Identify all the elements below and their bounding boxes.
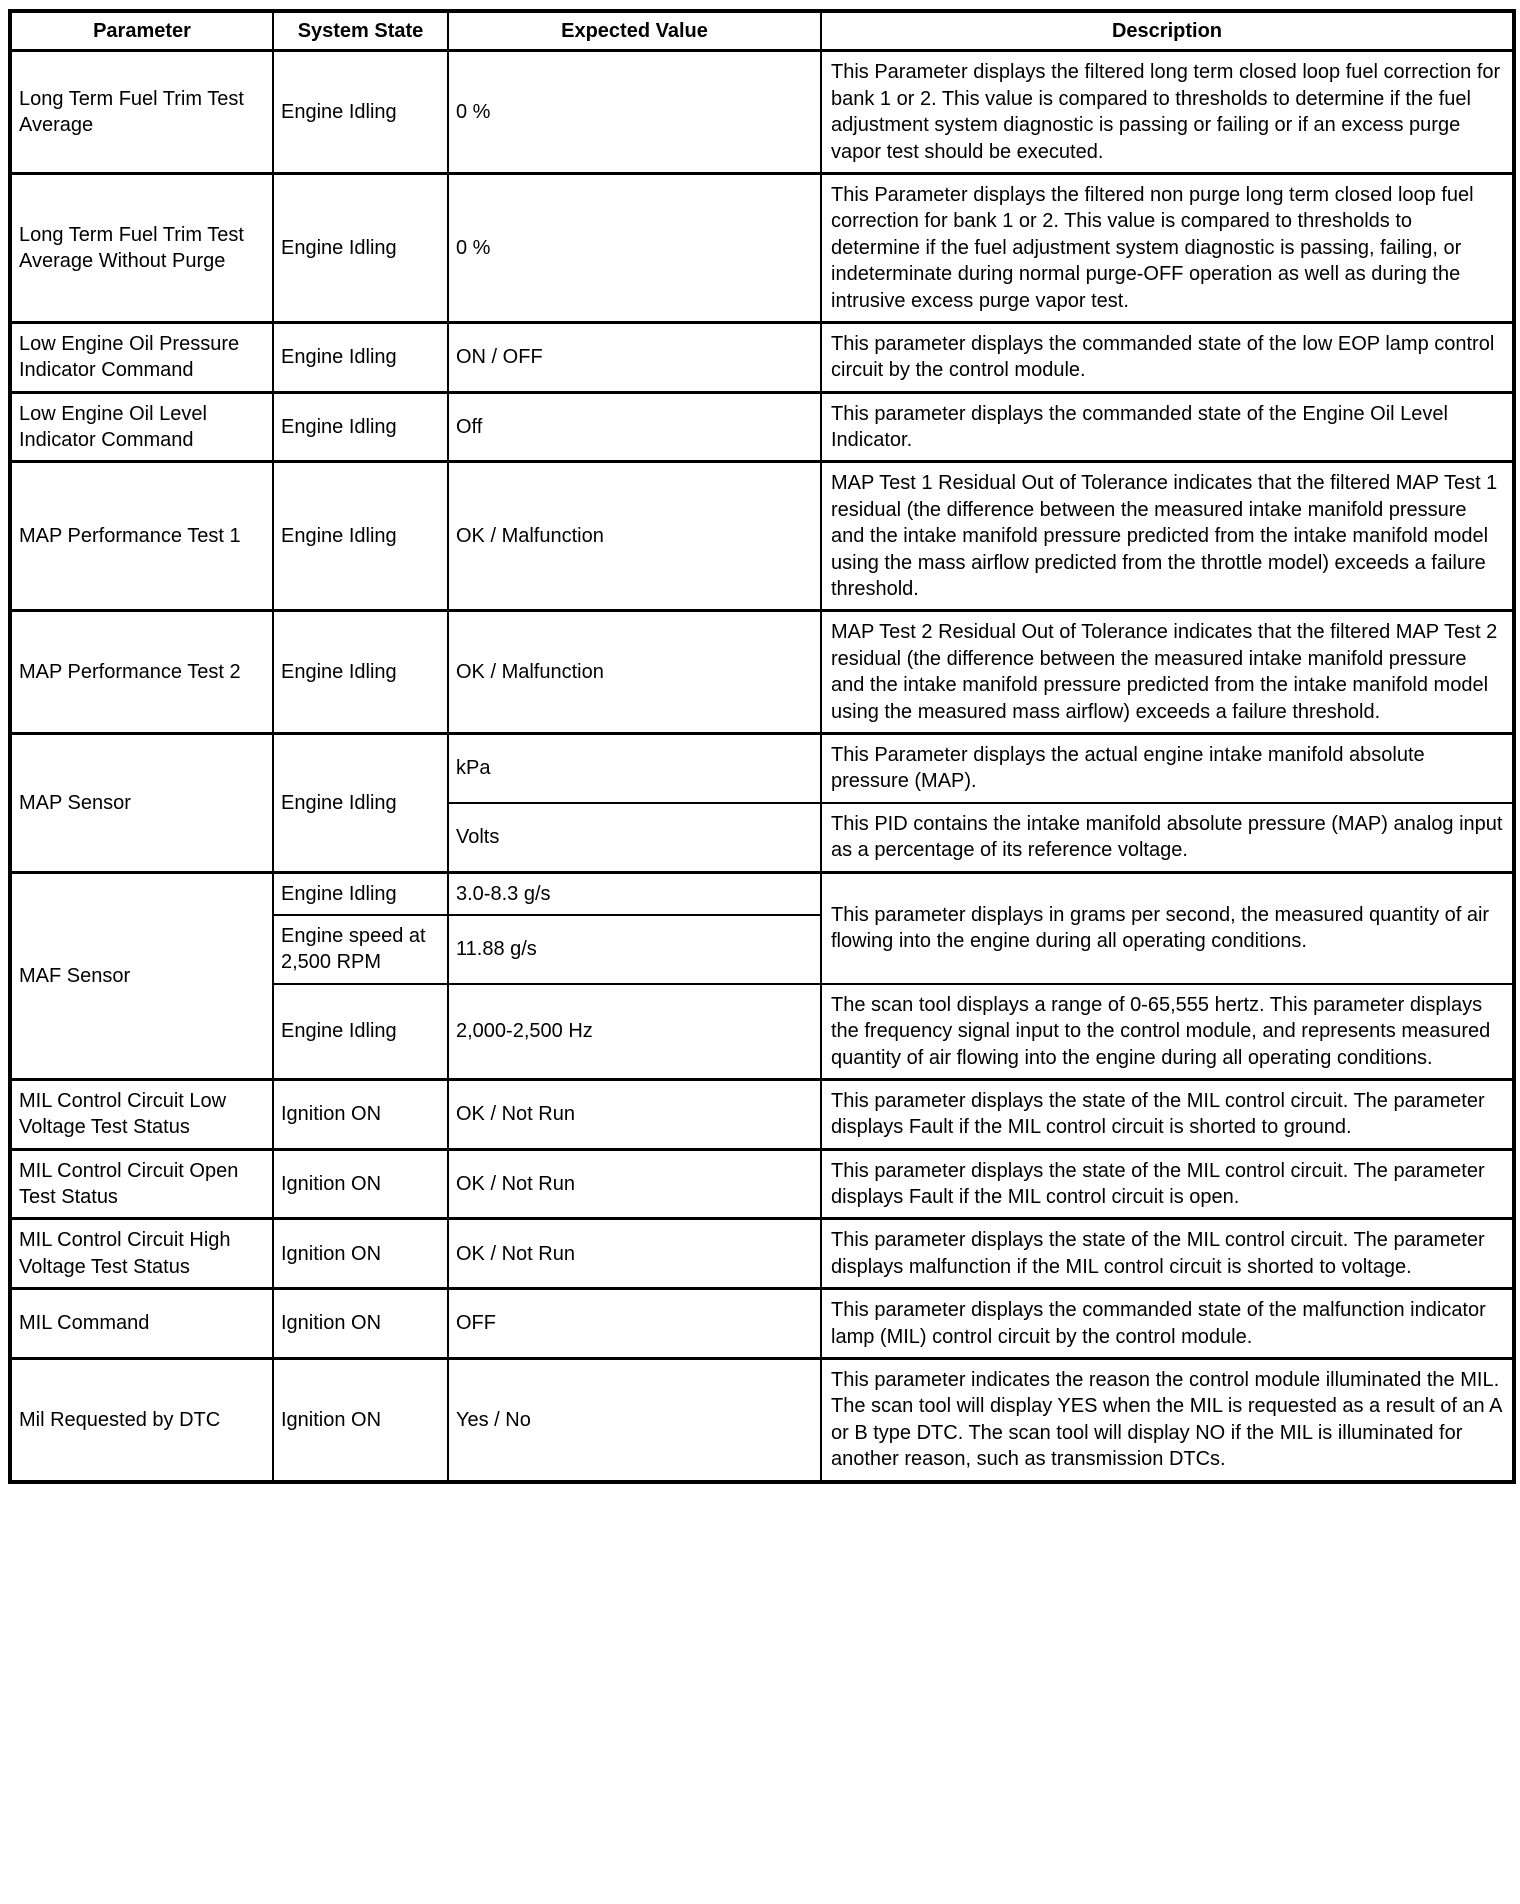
expected-value-cell: 0 % bbox=[448, 173, 821, 322]
expected-value-cell: 0 % bbox=[448, 51, 821, 174]
parameter-cell: MIL Control Circuit High Voltage Test Status bbox=[10, 1219, 273, 1289]
row-low-engine-oil-level-indicator bbox=[10, 392, 1514, 462]
system-state-cell: Ignition ON bbox=[273, 1289, 448, 1359]
parameter-cell: MAP Performance Test 1 bbox=[10, 462, 273, 611]
expected-value-cell: OK / Not Run bbox=[448, 1219, 821, 1289]
description-cell: This parameter displays the state of the MIL control circuit. The parameter displays Fault if the MIL control circuit is open. bbox=[821, 1149, 1514, 1219]
expected-value-cell: OK / Not Run bbox=[448, 1079, 821, 1149]
description-cell: This Parameter displays the actual engine intake manifold absolute pressure (MAP). bbox=[821, 733, 1514, 802]
header-system-state: System State bbox=[273, 11, 448, 51]
description-cell: This parameter displays in grams per second, the measured quantity of air flowing into the engine during all operating conditions. bbox=[821, 872, 1514, 984]
parameter-cell: MAP Sensor bbox=[10, 733, 273, 872]
system-state-cell: Engine Idling bbox=[273, 733, 448, 872]
row-mil-high-voltage bbox=[10, 1219, 1514, 1289]
header-description: Description bbox=[821, 11, 1514, 51]
header-parameter: Parameter bbox=[10, 11, 273, 51]
description-cell: The scan tool displays a range of 0-65,555 hertz. This parameter displays the frequency signal input to the control module, and represents measured quantity of air flowing into the engine during all operating conditions. bbox=[821, 984, 1514, 1080]
expected-value-cell: 2,000-2,500 Hz bbox=[448, 984, 821, 1080]
parameter-cell: Low Engine Oil Level Indicator Command bbox=[10, 392, 273, 462]
description-cell: This Parameter displays the filtered long term closed loop fuel correction for bank 1 or 2. This value is compared to thresholds to determine if the fuel adjustment system diagnostic is passing or failing or if an excess purge vapor test should be executed. bbox=[821, 51, 1514, 174]
system-state-cell: Engine Idling bbox=[273, 322, 448, 392]
expected-value-cell: 3.0-8.3 g/s bbox=[448, 872, 821, 915]
parameter-cell: Long Term Fuel Trim Test Average Without Purge bbox=[10, 173, 273, 322]
header-row bbox=[10, 11, 1514, 51]
description-cell: MAP Test 1 Residual Out of Tolerance indicates that the filtered MAP Test 1 residual (the difference between the measured intake manifold pressure and the intake manifold pressure predicted from the intake manifold model using the mass airflow predicted from the throttle model) exceeds a failure threshold. bbox=[821, 462, 1514, 611]
expected-value-cell: OK / Malfunction bbox=[448, 462, 821, 611]
description-cell: This parameter displays the state of the MIL control circuit. The parameter displays malfunction if the MIL control circuit is shorted to voltage. bbox=[821, 1219, 1514, 1289]
expected-value-cell: 11.88 g/s bbox=[448, 915, 821, 984]
row-low-engine-oil-pressure-indicator bbox=[10, 322, 1514, 392]
expected-value-cell: Off bbox=[448, 392, 821, 462]
row-map-sensor-kpa bbox=[10, 733, 1514, 802]
row-mil-command bbox=[10, 1289, 1514, 1359]
system-state-cell: Ignition ON bbox=[273, 1359, 448, 1482]
row-long-term-fuel-trim-average-without-purge bbox=[10, 173, 1514, 322]
row-long-term-fuel-trim-average bbox=[10, 51, 1514, 174]
expected-value-cell: OK / Not Run bbox=[448, 1149, 821, 1219]
expected-value-cell: Volts bbox=[448, 803, 821, 872]
row-mil-requested-by-dtc bbox=[10, 1359, 1514, 1482]
parameter-cell: MAP Performance Test 2 bbox=[10, 611, 273, 734]
parameter-cell: Low Engine Oil Pressure Indicator Command bbox=[10, 322, 273, 392]
description-cell: MAP Test 2 Residual Out of Tolerance indicates that the filtered MAP Test 2 residual (the difference between the measured intake manifold pressure and the intake manifold pressure predicted from the intake manifold model using the measured mass airflow) exceeds a failure threshold. bbox=[821, 611, 1514, 734]
system-state-cell: Engine Idling bbox=[273, 984, 448, 1080]
system-state-cell: Engine Idling bbox=[273, 51, 448, 174]
expected-value-cell: kPa bbox=[448, 733, 821, 802]
scan-tool-parameters-table bbox=[8, 9, 1516, 1484]
description-cell: This parameter indicates the reason the control module illuminated the MIL. The scan tool will display YES when the MIL is requested as a result of an A or B type DTC. The scan tool will display NO if the MIL is illuminated for another reason, such as transmission DTCs. bbox=[821, 1359, 1514, 1482]
description-cell: This parameter displays the state of the MIL control circuit. The parameter displays Fault if the MIL control circuit is shorted to ground. bbox=[821, 1079, 1514, 1149]
description-cell: This parameter displays the commanded state of the Engine Oil Level Indicator. bbox=[821, 392, 1514, 462]
expected-value-cell: Yes / No bbox=[448, 1359, 821, 1482]
parameter-cell: MIL Control Circuit Open Test Status bbox=[10, 1149, 273, 1219]
parameter-cell: MIL Command bbox=[10, 1289, 273, 1359]
row-map-performance-test-2 bbox=[10, 611, 1514, 734]
description-cell: This Parameter displays the filtered non purge long term closed loop fuel correction for bank 1 or 2. This value is compared to thresholds to determine if the fuel adjustment system diagnostic is passing, failing, or indeterminate during normal purge-OFF operation as well as during the intrusive excess purge vapor test. bbox=[821, 173, 1514, 322]
system-state-cell: Engine Idling bbox=[273, 392, 448, 462]
parameter-cell: Mil Requested by DTC bbox=[10, 1359, 273, 1482]
parameter-cell: MAF Sensor bbox=[10, 872, 273, 1079]
expected-value-cell: OFF bbox=[448, 1289, 821, 1359]
system-state-cell: Ignition ON bbox=[273, 1079, 448, 1149]
system-state-cell: Ignition ON bbox=[273, 1149, 448, 1219]
description-cell: This parameter displays the commanded state of the low EOP lamp control circuit by the control module. bbox=[821, 322, 1514, 392]
system-state-cell: Engine Idling bbox=[273, 872, 448, 915]
header-expected-value: Expected Value bbox=[448, 11, 821, 51]
parameter-cell: Long Term Fuel Trim Test Average bbox=[10, 51, 273, 174]
system-state-cell: Engine Idling bbox=[273, 173, 448, 322]
expected-value-cell: ON / OFF bbox=[448, 322, 821, 392]
row-map-performance-test-1 bbox=[10, 462, 1514, 611]
row-mil-open bbox=[10, 1149, 1514, 1219]
description-cell: This PID contains the intake manifold absolute pressure (MAP) analog input as a percentage of its reference voltage. bbox=[821, 803, 1514, 872]
expected-value-cell: OK / Malfunction bbox=[448, 611, 821, 734]
row-maf-sensor-gs-idle bbox=[10, 872, 1514, 915]
system-state-cell: Ignition ON bbox=[273, 1219, 448, 1289]
system-state-cell: Engine Idling bbox=[273, 462, 448, 611]
description-cell: This parameter displays the commanded state of the malfunction indicator lamp (MIL) control circuit by the control module. bbox=[821, 1289, 1514, 1359]
row-mil-low-voltage bbox=[10, 1079, 1514, 1149]
parameter-cell: MIL Control Circuit Low Voltage Test Status bbox=[10, 1079, 273, 1149]
system-state-cell: Engine Idling bbox=[273, 611, 448, 734]
system-state-cell: Engine speed at 2,500 RPM bbox=[273, 915, 448, 984]
